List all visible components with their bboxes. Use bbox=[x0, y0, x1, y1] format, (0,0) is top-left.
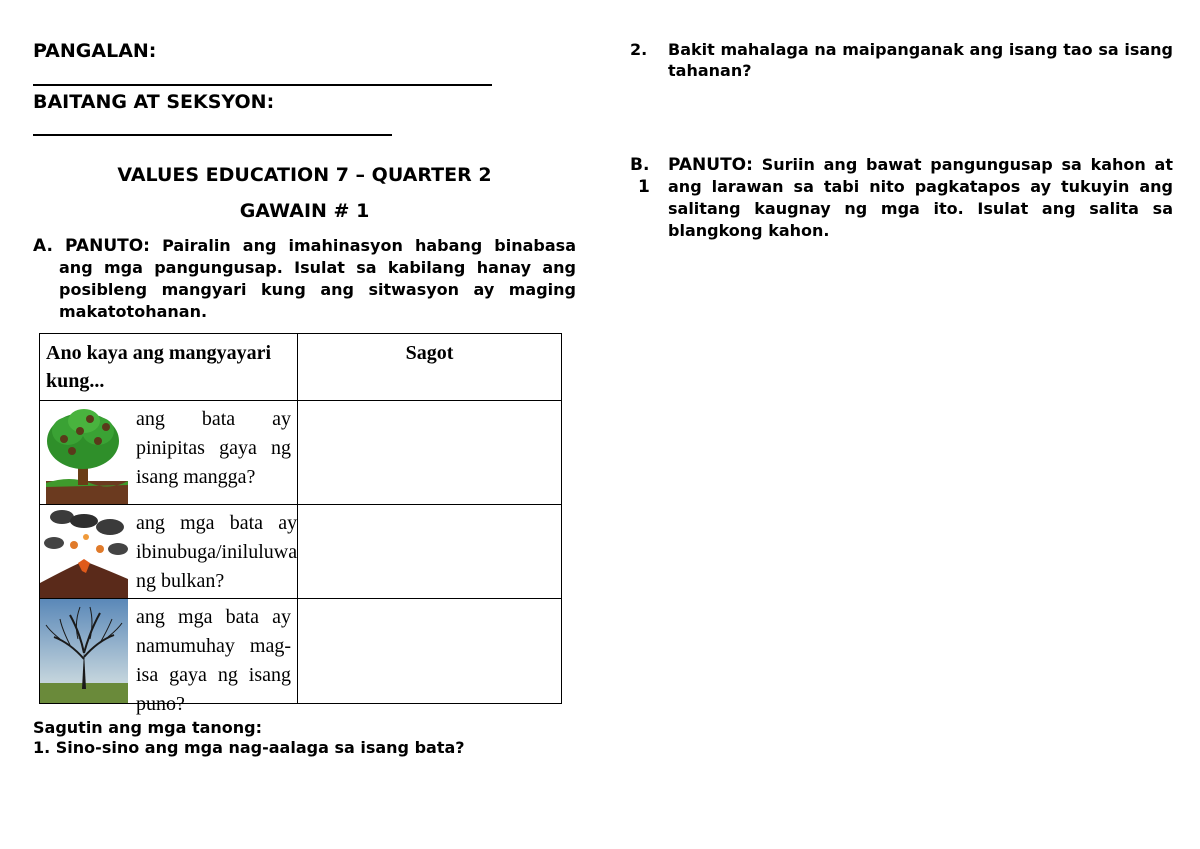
grade-section-label: BAITANG AT SEKSYON: bbox=[33, 91, 275, 113]
activity-table bbox=[39, 333, 562, 715]
mango-tree-icon bbox=[40, 401, 128, 504]
row3-prompt: ang mga bata ay namumuhay mag-isa gaya ng isang puno? bbox=[136, 606, 291, 715]
question-2-number: 2. bbox=[630, 40, 648, 59]
worksheet-title: VALUES EDUCATION 7 – QUARTER 2 bbox=[117, 164, 492, 186]
part-a-heading: PANUTO: bbox=[65, 236, 150, 256]
row1-prompt: ang bata ay pinipitas gaya ng isang mangga? bbox=[136, 408, 291, 488]
question-2-text: Bakit mahalaga na maipanganak ang isang tao sa isang tahanan? bbox=[668, 40, 1173, 80]
volcano-icon bbox=[40, 505, 128, 598]
col1-header: Ano kaya ang mangyayari kung... bbox=[40, 334, 298, 401]
question-2 bbox=[630, 39, 1173, 81]
table-header-row bbox=[40, 334, 562, 401]
name-line[interactable] bbox=[33, 84, 492, 86]
bare-tree-icon bbox=[40, 599, 128, 703]
part-a-text: Pairalin ang imahinasyon habang binabasa ang mga pangungusap. Isulat sa kabilang hanay ang posibleng mangyari kung ang sitwasyon ay maging makatotohanan. bbox=[59, 236, 576, 321]
row2-prompt: ang mga bata ay ibinubuga/iniluluwa ng bulkan? bbox=[136, 512, 298, 592]
answer-cell-2[interactable] bbox=[298, 505, 562, 599]
activity-number: GAWAIN # 1 bbox=[239, 200, 370, 222]
part-b-number: 1 bbox=[638, 177, 650, 197]
part-a-instruction bbox=[33, 235, 576, 323]
part-b-heading: PANUTO: bbox=[668, 155, 753, 175]
part-a-letter: A. bbox=[33, 236, 53, 256]
answer-cell-1[interactable] bbox=[298, 401, 562, 505]
part-b-text: Suriin ang bawat pangungusap sa kahon at ang larawan sa tabi nito pagkatapos ay tukuyin ang salitang kaugnay ng mga ito. Isulat ang salita sa blangkong kahon. bbox=[668, 155, 1173, 240]
question-1: 1. Sino-sino ang mga nag-aalaga sa isang bata? bbox=[33, 738, 465, 757]
grade-section-line[interactable] bbox=[33, 134, 392, 136]
part-b-instruction bbox=[630, 154, 1173, 242]
questions-heading: Sagutin ang mga tanong: bbox=[33, 718, 263, 737]
name-label: PANGALAN: bbox=[33, 40, 157, 62]
col2-header: Sagot bbox=[298, 334, 562, 401]
table-row bbox=[40, 599, 562, 704]
table-row bbox=[40, 401, 562, 505]
answer-cell-3[interactable] bbox=[298, 599, 562, 704]
table-row bbox=[40, 505, 562, 599]
part-b-letter: B. bbox=[630, 155, 650, 175]
